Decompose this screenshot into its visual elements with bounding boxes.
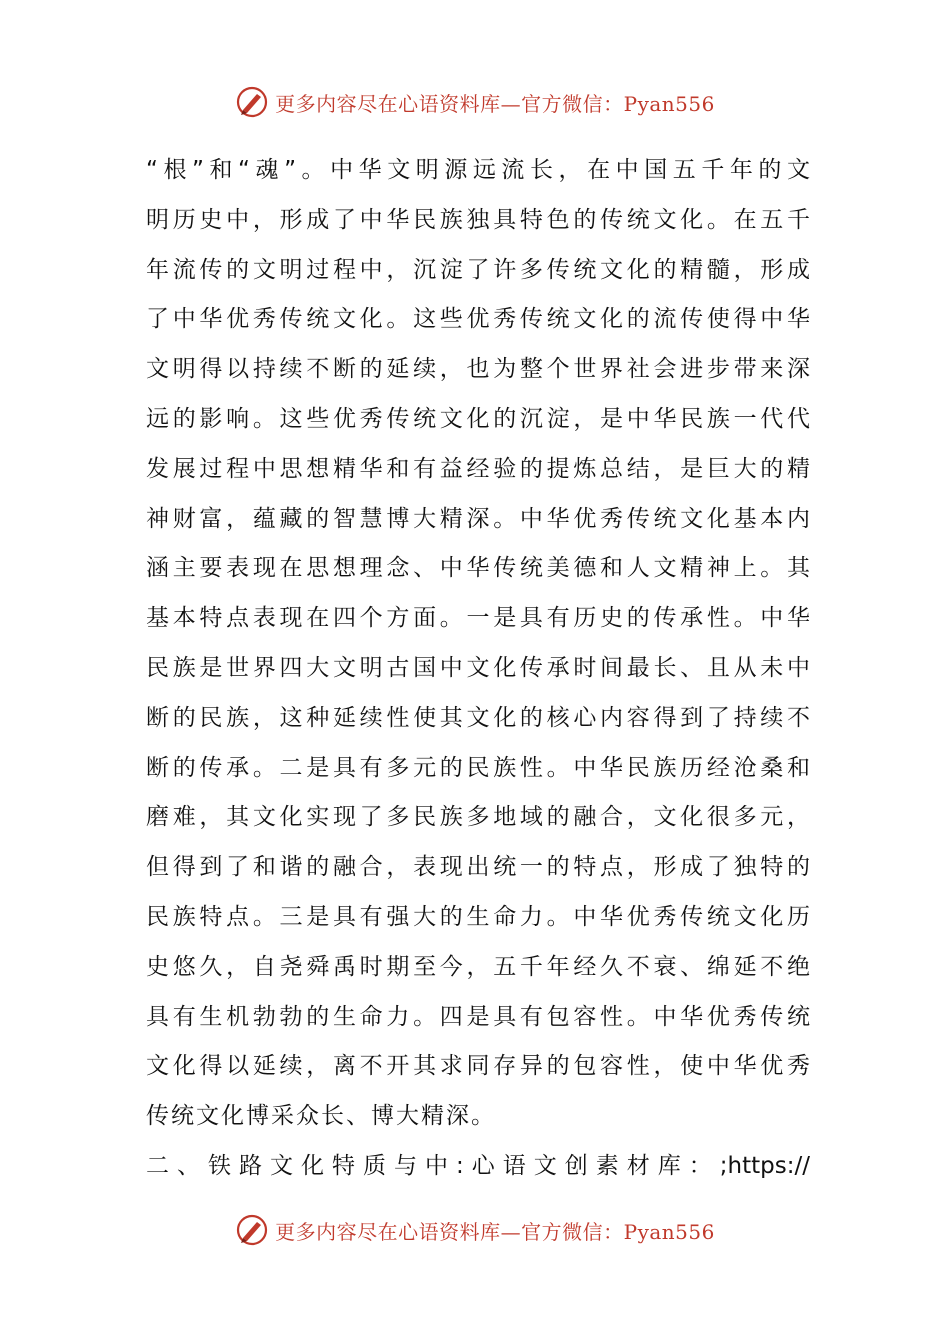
paragraph-line: 涵主要表现在思想理念、中华传统美德和人文精神上。其 bbox=[146, 555, 810, 582]
footer-banner bbox=[0, 1210, 950, 1250]
paragraph-line: 但得到了和谐的融合，表现出统一的特点，形成了独特的 bbox=[146, 854, 810, 881]
pen-logo-icon bbox=[235, 85, 269, 119]
paragraph-line: 发展过程中思想精华和有益经验的提炼总结，是巨大的精 bbox=[146, 455, 810, 482]
section-heading: 二、铁路文化特质与中:心语文创素材库：;https:// bbox=[146, 1152, 810, 1179]
paragraph-line: 文明得以持续不断的延续，也为整个世界社会进步带来深 bbox=[146, 356, 810, 383]
paragraph-line: 民族特点。三是具有强大的生命力。中华优秀传统文化历 bbox=[146, 903, 810, 930]
paragraph-line: 具有生机勃勃的生命力。四是具有包容性。中华优秀传统 bbox=[146, 1003, 810, 1030]
paragraph-line: 断的民族，这种延续性使其文化的核心内容得到了持续不 bbox=[146, 704, 810, 731]
paragraph-line: 神财富，蕴藏的智慧博大精深。中华优秀传统文化基本内 bbox=[146, 505, 810, 532]
header-banner-text: 更多内容尽在心语资料库—官方微信：Pyan556 bbox=[275, 91, 715, 116]
paragraph-line: 传统文化博采众长、博大精深。 bbox=[146, 1103, 496, 1130]
paragraph-line: 远的影响。这些优秀传统文化的沉淀，是中华民族一代代 bbox=[146, 405, 810, 432]
paragraph-line: 明历史中，形成了中华民族独具特色的传统文化。在五千 bbox=[146, 206, 810, 233]
paragraph-line: 民族是世界四大文明古国中文化传承时间最长、且从未中 bbox=[146, 654, 810, 681]
paragraph-line: 了中华优秀传统文化。这些优秀传统文化的流传使得中华 bbox=[146, 306, 810, 333]
header-banner bbox=[0, 82, 950, 122]
paragraph-line: “根”和“魂”。中华文明源远流长，在中国五千年的文 bbox=[146, 157, 810, 183]
pen-logo-icon bbox=[235, 1213, 269, 1247]
footer-banner-text: 更多内容尽在心语资料库—官方微信：Pyan556 bbox=[275, 1219, 715, 1244]
paragraph-line: 基本特点表现在四个方面。一是具有历史的传承性。中华 bbox=[146, 605, 810, 632]
document-body bbox=[146, 146, 810, 1192]
paragraph-line: 史悠久，自尧舜禹时期至今，五千年经久不衰、绵延不绝 bbox=[146, 953, 810, 980]
paragraph-line: 磨难，其文化实现了多民族多地域的融合，文化很多元， bbox=[146, 804, 810, 831]
paragraph-line: 断的传承。二是具有多元的民族性。中华民族历经沧桑和 bbox=[146, 754, 810, 781]
paragraph-line: 文化得以延续，离不开其求同存异的包容性，使中华优秀 bbox=[146, 1053, 810, 1080]
paragraph-line: 年流传的文明过程中，沉淀了许多传统文化的精髓，形成 bbox=[146, 256, 810, 283]
